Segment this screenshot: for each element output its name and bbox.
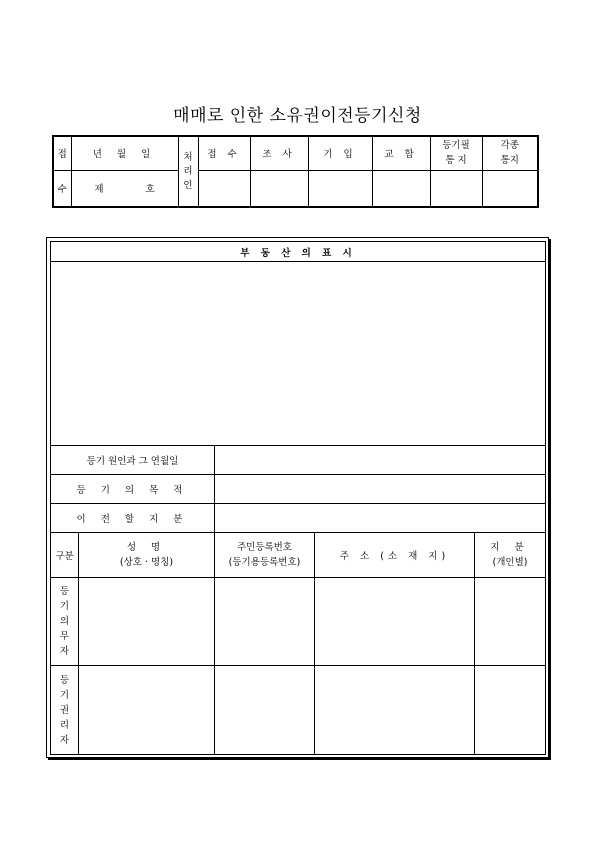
purpose-label: 등 기 의 목 적 (51, 475, 215, 504)
receipt-date-label: 년 월 일 (71, 136, 178, 170)
receipt-number-label: 제 호 (71, 170, 178, 207)
inspection-stamp-cell[interactable] (250, 170, 308, 207)
page-title: 매매로 인한 소유권이전등기신청 (173, 106, 422, 126)
entry-stamp-cell[interactable] (308, 170, 372, 207)
transfer-share-label: 이 전 할 지 분 (51, 504, 215, 533)
verification-stamp-cell[interactable] (372, 170, 430, 207)
col-notice-registered: 등기필 통 지 (430, 136, 482, 170)
holder-id-field[interactable] (215, 666, 315, 755)
share-header: 지 분 (개인별) (475, 533, 546, 578)
receipt-stamp-cell[interactable] (198, 170, 250, 207)
col-inspection: 조 사 (250, 136, 308, 170)
address-header: 주 소 (소 재 지) (315, 533, 475, 578)
obligor-share-field[interactable] (475, 578, 546, 666)
holder-address-field[interactable] (315, 666, 475, 755)
cause-label: 등기 원인과 그 연월일 (51, 446, 215, 475)
obligor-id-field[interactable] (215, 578, 315, 666)
receipt-jeop-label: 접 (53, 136, 71, 170)
property-header: 부 동 산 의 표 시 (51, 242, 546, 262)
purpose-field[interactable] (215, 475, 546, 504)
application-form (46, 237, 549, 758)
col-entry: 기 입 (308, 136, 372, 170)
notice-each-cell[interactable] (482, 170, 538, 207)
obligor-name-field[interactable] (79, 578, 215, 666)
notice-registered-cell[interactable] (430, 170, 482, 207)
property-description-field[interactable] (51, 262, 546, 446)
processor-label: 처 리 인 (178, 136, 198, 207)
holder-label: 등 기 권 리 자 (51, 666, 79, 755)
col-notice-each: 각종 통지 (482, 136, 538, 170)
application-table (50, 241, 546, 755)
id-header: 주민등록번호 (등기용등록번호) (215, 533, 315, 578)
transfer-share-field[interactable] (215, 504, 546, 533)
col-verification: 교 합 (372, 136, 430, 170)
holder-name-field[interactable] (79, 666, 215, 755)
receipt-table (52, 135, 539, 208)
obligor-address-field[interactable] (315, 578, 475, 666)
receipt-su-label: 수 (53, 170, 71, 207)
gubun-label: 구분 (51, 533, 79, 578)
col-receipt: 접 수 (198, 136, 250, 170)
obligor-label: 등 기 의 무 자 (51, 578, 79, 666)
name-header: 성 명 (상호 · 명칭) (79, 533, 215, 578)
holder-share-field[interactable] (475, 666, 546, 755)
cause-field[interactable] (215, 446, 546, 475)
